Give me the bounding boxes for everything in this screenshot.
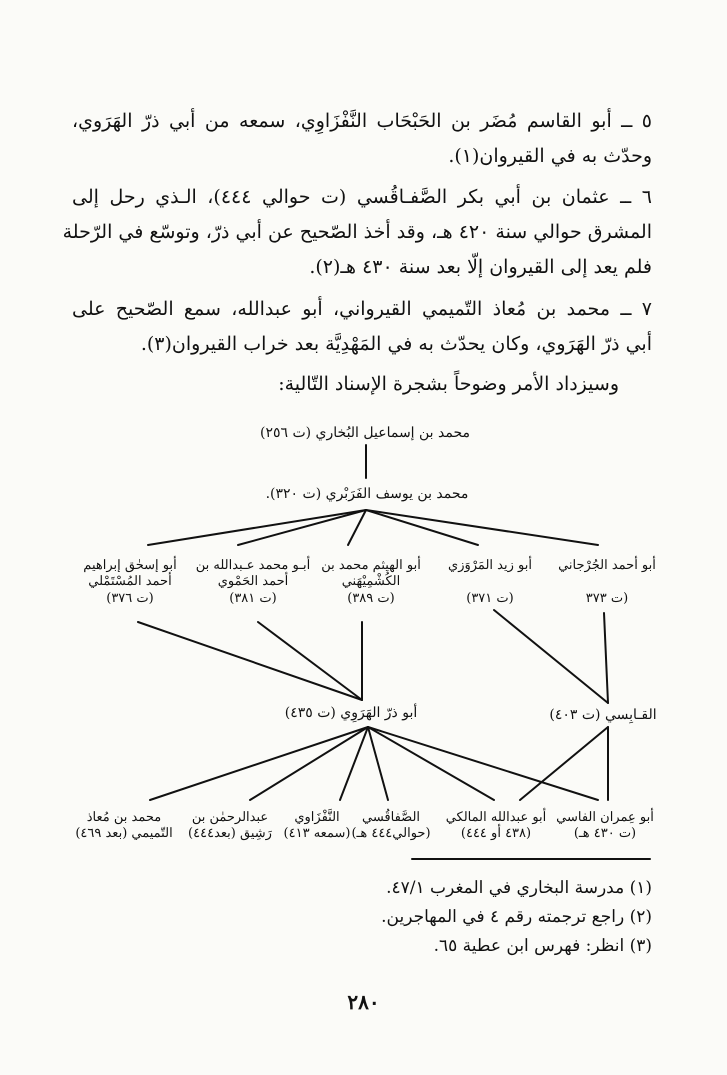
node-ibn-rashiq: عبدالرحمٰن بن رَشِيق (بعد٤٤٤) — [188, 810, 272, 842]
footnote-2: (٢) راجع ترجمته رقم ٤ في المهاجرين. — [381, 907, 652, 927]
para6-line1: ٦ ــ عثمان بن أبي بكر الصَّفـاقُسي (ت حوالي ٤٤٤)، الـذي رحل إلى — [72, 186, 652, 208]
para6-line2: المشرق حوالي سنة ٤٢٠ هـ، وقد أخذ الصّحيح عن أبي ذرّ، وتوسّع في الرّحلة — [62, 221, 652, 243]
node-hamawi: أبـو محمد عـبدالله بن أحمد الحَمْوي (ت ٣٨١) — [195, 558, 311, 606]
node-kushmihani: أبو الهيثم محمد بن الكُشْمِيْهَني (ت ٣٨٩) — [321, 558, 421, 606]
edge-marwazi-qabisi — [494, 610, 608, 703]
node-marwazi: أبو زيد المَرْوَزي (ت ٣٧١) — [448, 558, 532, 606]
para6-line3: فلم يعد إلى القيروان إلّا بعد سنة ٤٣٠ هـ(٢). — [309, 256, 652, 278]
edge-harawi-ibnmuadh — [150, 727, 368, 800]
node-maliki: أبو عبدالله المالكي (٤٣٨ أو ٤٤٤) — [445, 810, 547, 842]
edge-harawi-maliki — [368, 727, 494, 800]
node-mustamli: أبو إسحٰق إبراهيم أحمد المُسْتَمْلي (ت ٣٧٦) — [83, 558, 177, 606]
node-ibn-muadh: محمد بن مُعاذ التّميمي (بعد ٤٦٩) — [75, 810, 173, 842]
edge-mustamli-harawi — [138, 622, 362, 700]
para5-line1: ٥ ــ أبو القاسم مُضَر بن الحَبْحَاب النَّفْزَاوِي، سمعه من أبي ذرّ الهَرَوي، — [72, 110, 652, 132]
edge-hamawi-harawi — [258, 622, 362, 700]
tree-intro: وسيزداد الأمر وضوحاً بشجرة الإسناد التّالية: — [278, 373, 619, 395]
node-firabri: محمد بن يوسف الفَرَبْري (ت ٣٢٠). — [265, 486, 469, 502]
node-bukhari: محمد بن إسماعيل البُخاري (ت ٢٥٦) — [259, 425, 470, 441]
edge-firabri-jurjani — [366, 510, 598, 545]
footnote-3: (٣) انظر: فهرس ابن عطية ٦٥. — [433, 936, 652, 956]
page-number: ٢٨٠ — [347, 990, 380, 1014]
edge-harawi-nafzawi — [340, 727, 368, 800]
footnote-1: (١) مدرسة البخاري في المغرب ٤٧/١. — [386, 878, 652, 898]
edge-jurjani-qabisi — [604, 613, 608, 703]
node-safaqusi: الصَّفاقُسي (حوالي٤٤٤ هـ) — [351, 810, 431, 842]
para7-line2: أبي ذرّ الهَرَوي، وكان يحدّث به في المَهْدِيَّة بعد خراب القيروان(٣). — [140, 333, 652, 355]
edge-harawi-ibnrashiq — [250, 727, 368, 800]
edge-firabri-marwazi — [366, 510, 478, 545]
node-jurjani: أبو أحمد الجُرْجاني (ت ٣٧٣ — [558, 558, 656, 606]
edge-firabri-kushmihani — [348, 510, 366, 545]
para7-line1: ٧ ــ محمد بن مُعاذ التّميمي القيرواني، أبو عبدالله، سمع الصّحيح على — [72, 298, 652, 320]
node-qabisi: القـابِسي (ت ٤٠٣) — [549, 707, 657, 723]
para5-line2: وحدّث به في القيروان(١). — [448, 145, 652, 167]
node-fasi: أبو عِمران الفاسي (ت ٤٣٠ هـ) — [556, 810, 654, 842]
node-harawi: أبو ذرّ الهَرَوِي (ت ٤٣٥) — [284, 705, 418, 721]
node-nafzawi: النَّفْزَاوي (سمعه ٤١٣) — [283, 810, 351, 842]
